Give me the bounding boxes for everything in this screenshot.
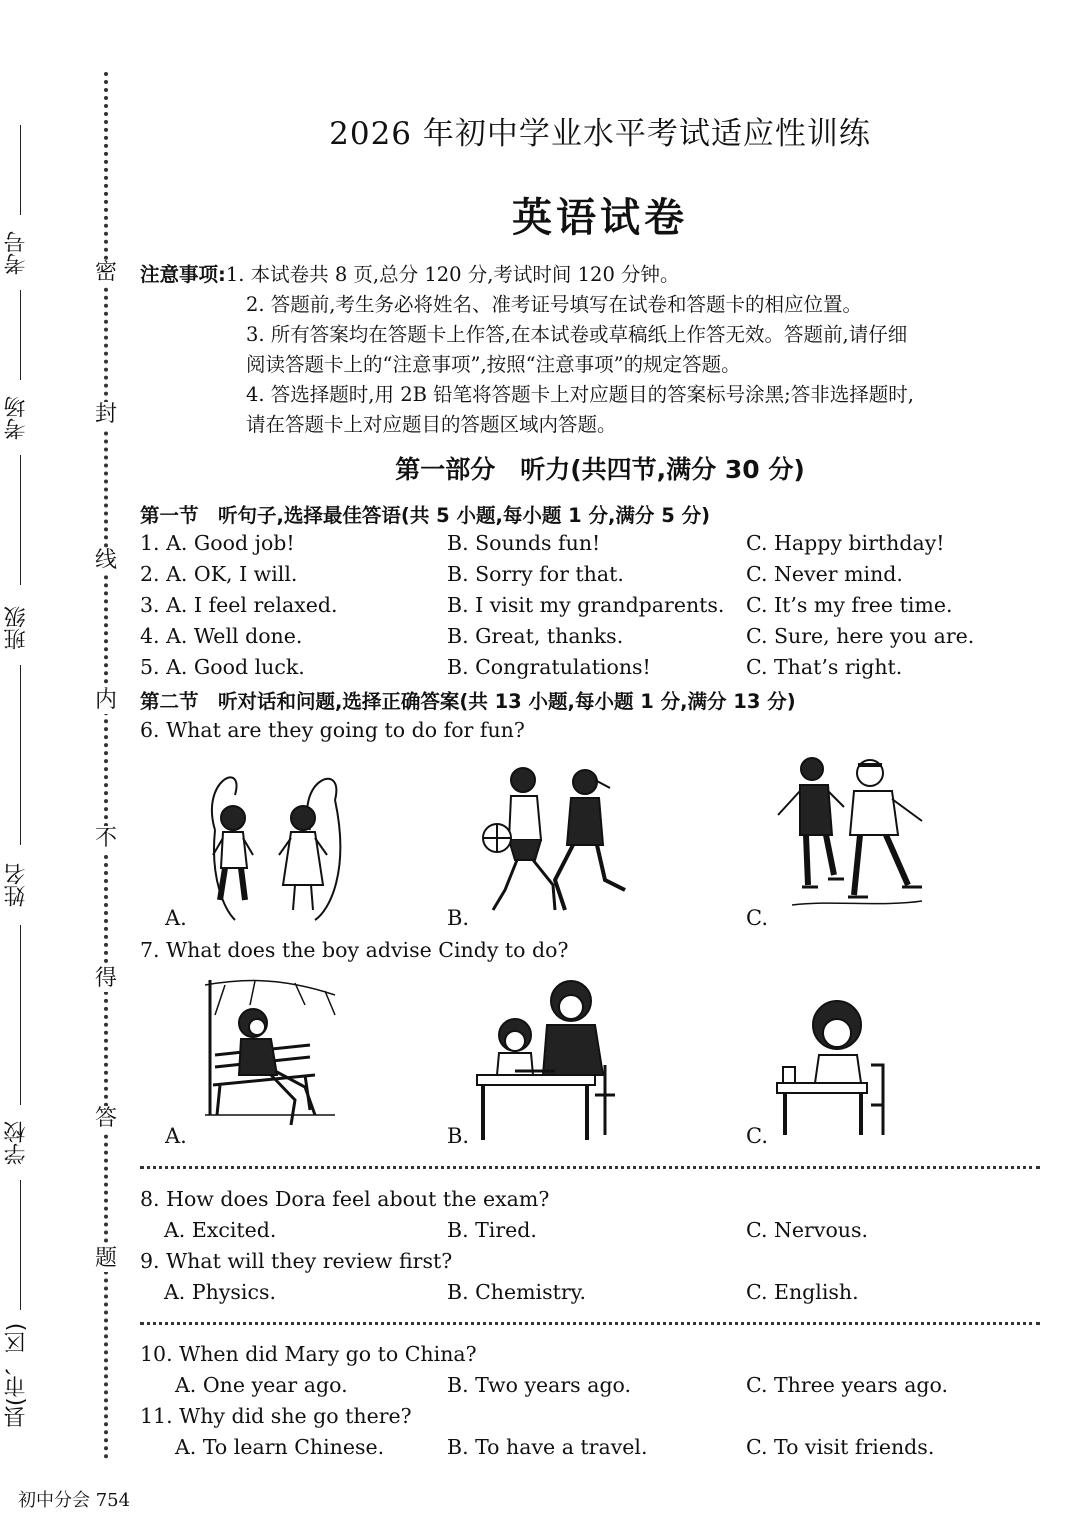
q5-option-b: B. Congratulations!: [447, 655, 651, 679]
ice-skating-illustration: [772, 755, 937, 925]
teacher-desk-illustration: [475, 975, 625, 1145]
q9-stem: 9. What will they review first?: [140, 1249, 453, 1273]
q1-option-a: 1. A. Good job!: [140, 531, 295, 555]
kaohao-line: [20, 125, 21, 215]
q8-stem: 8. How does Dora feel about the exam?: [140, 1187, 550, 1211]
section1-title: 第一节 听句子,选择最佳答语(共 5 小题,每小题 1 分,满分 5 分): [140, 504, 710, 527]
q10-stem: 10. When did Mary go to China?: [140, 1342, 477, 1366]
seal-char: 得: [94, 966, 117, 991]
seal-char: 封: [94, 402, 117, 427]
q10-option-a: A. One year ago.: [175, 1373, 348, 1397]
jump-rope-illustration: [195, 760, 355, 930]
notice-item-1: 1. 本试卷共 8 页,总分 120 分,考试时间 120 分钟。: [225, 263, 680, 286]
notice-item-3-cont: 阅读答题卡上的“注意事项”,按照“注意事项”的规定答题。: [246, 353, 741, 376]
xingming-line: [20, 665, 21, 845]
xingming-label: 姓名: [4, 863, 29, 907]
basketball-illustration: [475, 760, 645, 925]
q8-option-a: A. Excited.: [164, 1218, 277, 1242]
q3-option-c: C. It’s my free time.: [746, 593, 953, 617]
section2-title: 第二节 听对话和问题,选择正确答案(共 13 小题,每小题 1 分,满分 13 分): [140, 690, 796, 713]
q1-option-c: C. Happy birthday!: [746, 531, 945, 555]
notice-heading: [140, 260, 680, 290]
park-bench-illustration: [195, 975, 345, 1135]
q9-option-c: C. English.: [746, 1280, 859, 1304]
seal-char: 答: [94, 1106, 117, 1131]
study-desk-illustration: [775, 995, 890, 1140]
xuexiao-line: [20, 925, 21, 1105]
seal-char: 线: [94, 548, 117, 573]
q7-label-a: A.: [165, 1124, 187, 1148]
q11-option-b: B. To have a travel.: [447, 1435, 648, 1459]
notice-item-2: 2. 答题前,考生务必将姓名、准考证号填写在试卷和答题卡的相应位置。: [246, 293, 863, 316]
banji-line: [20, 455, 21, 585]
seal-char: 题: [94, 1246, 117, 1271]
subject-title: 英语试卷: [512, 195, 688, 241]
xian-line: [20, 1180, 21, 1310]
q10-option-b: B. Two years ago.: [447, 1373, 632, 1397]
q11-stem: 11. Why did she go there?: [140, 1404, 412, 1428]
q4-option-a: 4. A. Well done.: [140, 624, 303, 648]
q1-option-b: B. Sounds fun!: [447, 531, 601, 555]
q11-option-c: C. To visit friends.: [746, 1435, 935, 1459]
q9-option-a: A. Physics.: [164, 1280, 277, 1304]
seal-char: 密: [94, 260, 117, 285]
kaohao-label: 考号: [4, 231, 29, 275]
xian-label: 县(市、区): [4, 1322, 29, 1428]
exam-title: 2026 年初中学业水平考试适应性训练: [329, 116, 871, 152]
q8-option-b: B. Tired.: [447, 1218, 537, 1242]
q5-option-a: 5. A. Good luck.: [140, 655, 305, 679]
xuexiao-label: 学校: [4, 1121, 29, 1165]
q6-label-a: A.: [165, 906, 187, 930]
q8-option-c: C. Nervous.: [746, 1218, 869, 1242]
q6-label-b: B.: [447, 906, 470, 930]
q9-option-b: B. Chemistry.: [447, 1280, 587, 1304]
kaochang-line: [20, 290, 21, 380]
q3-option-b: B. I visit my grandparents.: [447, 593, 725, 617]
dialogue-separator: [140, 1322, 1040, 1325]
q4-option-b: B. Great, thanks.: [447, 624, 624, 648]
notice-heading-label: 注意事项:: [140, 263, 226, 286]
q5-option-c: C. That’s right.: [746, 655, 903, 679]
q2-option-a: 2. A. OK, I will.: [140, 562, 298, 586]
banji-label: 班级: [4, 606, 29, 650]
q7-label-b: B.: [447, 1124, 470, 1148]
notice-item-4-cont: 请在答题卡上对应题目的答题区域内答题。: [246, 413, 617, 436]
q7-label-c: C.: [746, 1124, 768, 1148]
seal-char: 不: [94, 826, 117, 851]
kaochang-label: 考场: [4, 396, 29, 440]
q10-option-c: C. Three years ago.: [746, 1373, 949, 1397]
notice-item-4: 4. 答选择题时,用 2B 铅笔将答题卡上对应题目的答案标号涂黑;答非选择题时,: [246, 383, 914, 406]
q11-option-a: A. To learn Chinese.: [175, 1435, 385, 1459]
part-title: 第一部分 听力(共四节,满分 30 分): [395, 455, 805, 484]
notice-item-3: 3. 所有答案均在答题卡上作答,在本试卷或草稿纸上作答无效。答题前,请仔细: [246, 323, 908, 346]
seal-char: 内: [94, 688, 117, 713]
dialogue-separator: [140, 1166, 1040, 1169]
q2-option-b: B. Sorry for that.: [447, 562, 624, 586]
q6-label-c: C.: [746, 906, 768, 930]
q7-stem: 7. What does the boy advise Cindy to do?: [140, 938, 569, 962]
q6-stem: 6. What are they going to do for fun?: [140, 718, 525, 742]
q2-option-c: C. Never mind.: [746, 562, 903, 586]
q4-option-c: C. Sure, here you are.: [746, 624, 975, 648]
q3-option-a: 3. A. I feel relaxed.: [140, 593, 338, 617]
footer-source: 初中分会 754: [18, 1490, 131, 1511]
